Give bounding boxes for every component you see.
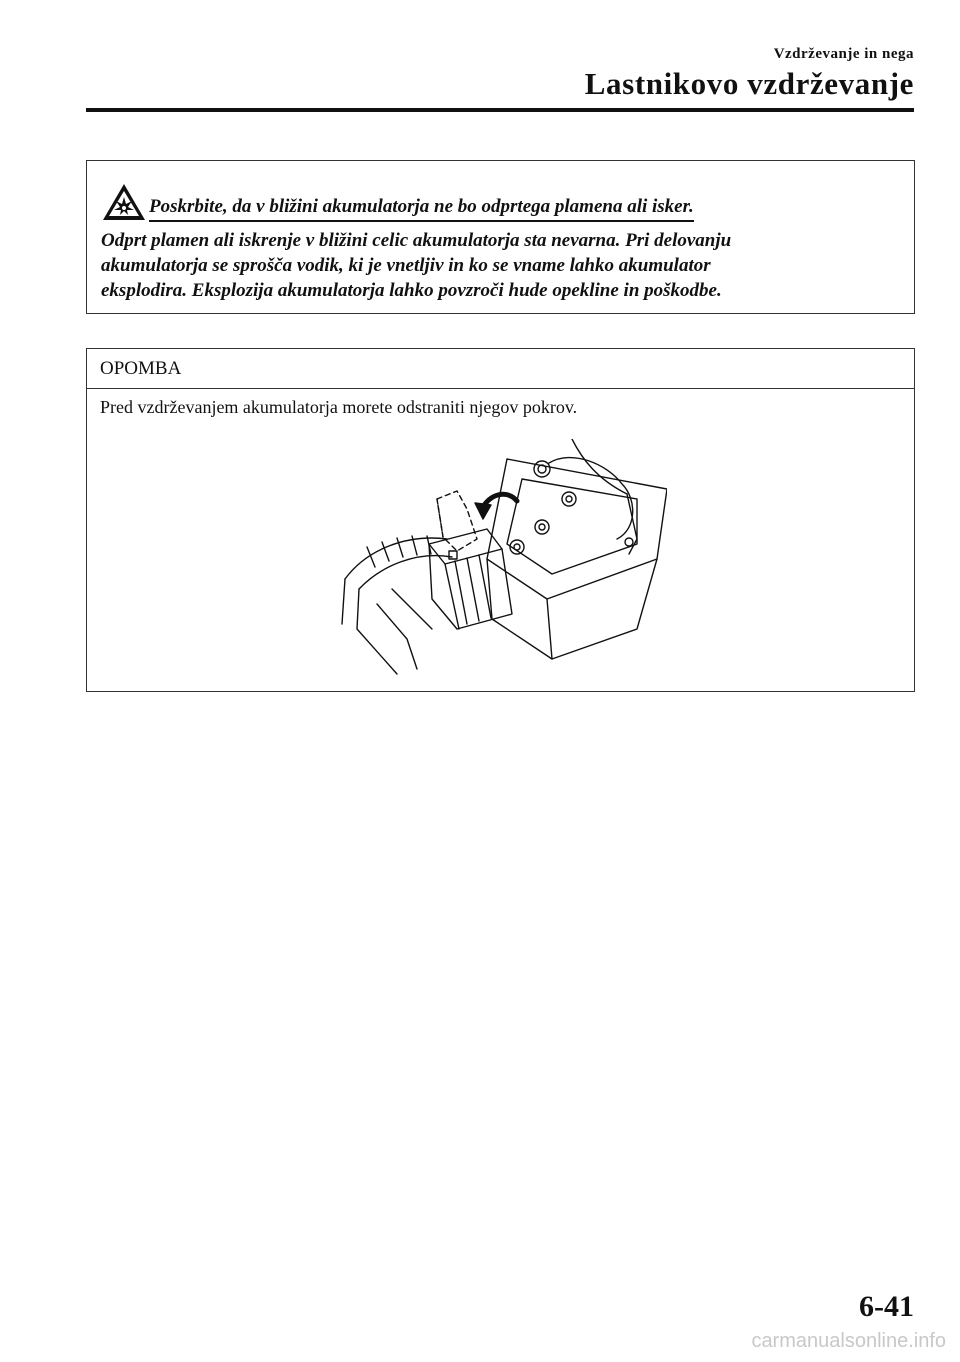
warning-line: akumulatorja se sprošča vodik, ki je vnetljiv in ko se vname lahko akumulator [101, 255, 711, 276]
warning-line: eksplodira. Eksplozija akumulatorja lahko povzroči hude opekline in poškodbe. [101, 280, 722, 301]
warning-title: Poskrbite, da v bližini akumulatorja ne bo odprtega plamena ali isker. [149, 196, 694, 222]
header-rule [86, 108, 914, 112]
warning-body [101, 228, 902, 303]
explosion-hazard-icon [101, 182, 147, 222]
note-box [86, 348, 915, 692]
page-title: Lastnikovo vzdrževanje [584, 66, 914, 101]
note-text: Pred vzdrževanjem akumulatorja morete odstraniti njegov pokrov. [100, 397, 578, 417]
warning-heading [101, 182, 694, 222]
warning-box [86, 160, 915, 314]
note-heading: OPOMBA [87, 349, 914, 389]
battery-cover-illustration [337, 439, 667, 679]
warning-line: Odprt plamen ali iskrenje v bližini celic akumulatorja sta nevarna. Pri delovanju [101, 230, 732, 251]
section-label: Vzdrževanje in nega [773, 46, 914, 62]
watermark: carmanualsonline.info [751, 1330, 946, 1352]
page-number: 6-41 [859, 1290, 914, 1323]
warning-top-rule [86, 160, 915, 161]
